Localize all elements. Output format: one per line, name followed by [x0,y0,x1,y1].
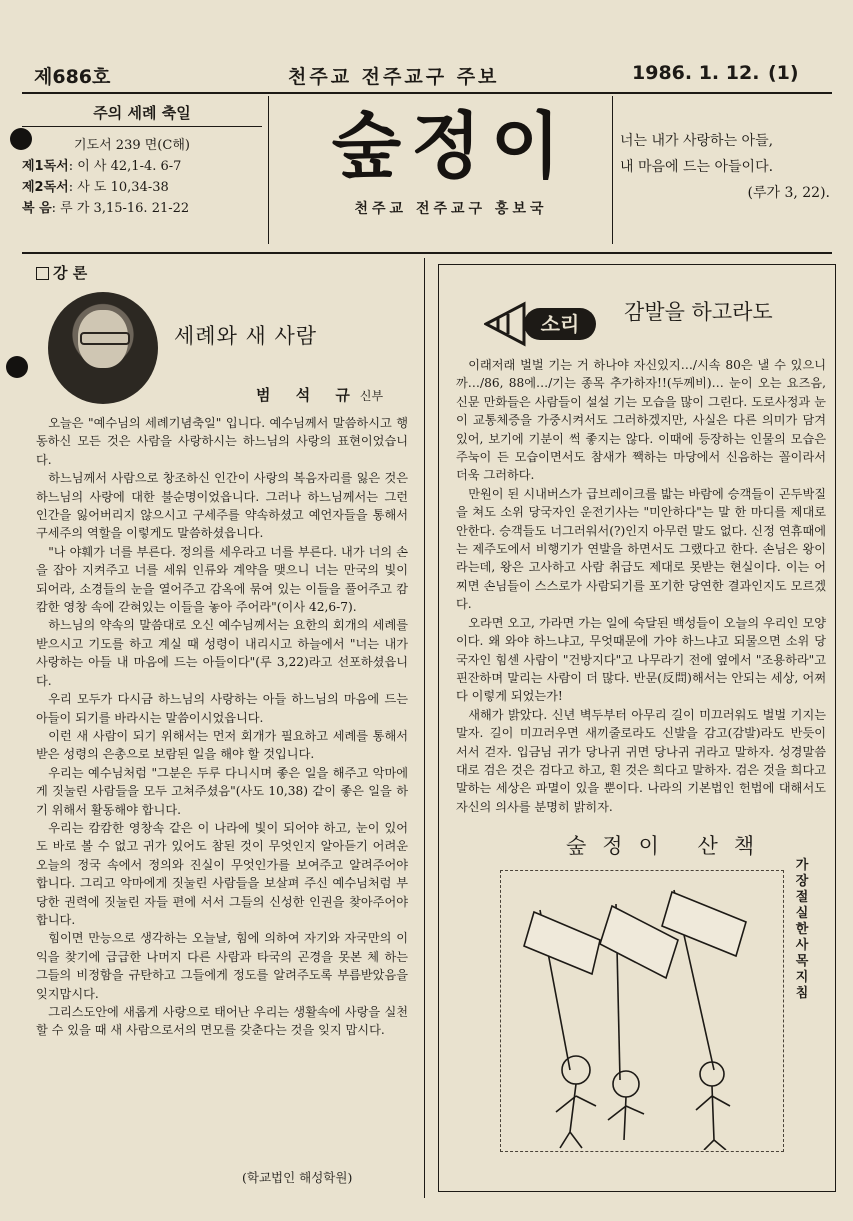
cartoon-title: 숲정이 산책 [566,834,771,858]
publisher-line: 천주교 전주교구 주보 [288,66,500,88]
first-reading-row: 제1독서: 이 사 42,1-4. 6-7 [22,159,182,174]
feast-readings [22,96,262,219]
lecture-author: 범 석 규신부 [256,386,384,404]
lecture-body [36,414,408,1040]
lecture-paragraph: 우리는 예수님처럼 "그분은 두루 다니시며 좋은 일을 해주고 악마에게 짓눌린 사람들을 모두 고쳐주셨음"(사도 10,38) 같이 좋은 일을 하기 위해서 활동해야 합니다. [36,765,408,817]
sori-paragraph: 만원이 된 시내버스가 급브레이크를 밟는 바람에 승객들이 곤두박질을 쳐도 소위 당국자인 운전기사는 "미안하다"는 말 한 마디를 제대로 안한다. 승객들도 너그러워서(?)인지 아무런 말도 없다. 신정 연휴때에는 제주도에서 비행기가 연발을 하면서도 그랬다고 한다. 손님은 왕이라는데, 왕은 고사하고 사람 취급도 제대로 못받는 현실이다. 이는 어찌면 손님들이 스스로가 사람되기를 포기한 당연한 결과인지도 모르겠다. [456,486,826,612]
column-divider [424,258,425,1198]
sori-body [456,356,826,816]
megaphone-icon [484,296,600,352]
weekly-verse [620,128,830,206]
lecture-paragraph: 이런 새 사람이 되기 위해서는 먼저 회개가 필요하고 세례를 통해서 받은 성령의 은총으로 보람된 일을 해야 할 것입니다. [36,728,408,762]
verse-divider [612,96,613,244]
masthead-rule [22,92,832,94]
punch-hole [6,356,28,378]
lecture-section-label: 강 론 [36,262,87,283]
sori-title: 감발을 하고라도 [624,300,773,324]
masthead [30,58,830,90]
lecture-paragraph: 그리스도안에 새롭게 사랑으로 태어난 우리는 생활속에 사랑을 실천할 수 있을 때 새 사람으로서의 면모를 갖춘다는 것을 잊지 맙시다. [36,1005,408,1038]
header-rule [22,252,832,254]
cartoon-drawing [500,870,782,1150]
lecture-closing: (학교법인 해성학원) [242,1170,353,1185]
feast-divider [268,96,269,244]
glasses-icon [80,332,130,345]
issue-date: 1986. 1. 12. [632,62,760,84]
feast-rule [22,126,262,127]
logo-subtitle: 천주교 전주교구 홍보국 [354,201,548,217]
cartoon-caption: 가장 절실한 사목지침 [795,858,809,1001]
logo-block [296,100,606,218]
cartoon-panel [500,870,822,1176]
issue-number: 제686호 [34,66,111,88]
newsletter-logo: 숲정이 [331,103,571,188]
lecture-paragraph: 오늘은 "예수님의 세례기념축일" 입니다. 예수님께서 말씀하시고 행동하신 모든 것은 사람을 사랑하시는 하느님의 사랑의 표현이었습니다. [36,416,408,467]
sori-paragraph: 이래저래 벌벌 기는 거 하나야 자신있지…/시속 80은 낼 수 있으니까…/86, 88에…/기는 종목 추가하자!!(두께비)… 눈이 오는 요즈음, 신문 만화들은 사람들이 설설 기는 모습을 많이 그린다. 도로사정과 눈이 교통체증을 가중시켜서도 그러하겠지만, 사실은 다른 의미가 담겨 있어, 보기에 기분이 썩 좋지는 않다. 이때에 등장하는 인물의 모습은 주눅이 든 모습이면서도 참새가 짹하는 마당에서 신음하는 꼴이라서 더욱 그러하다. [456,358,826,483]
lecture-paragraph: 우리 모두가 다시금 하느님의 사랑하는 아들 하느님의 마음에 드는 아들이 되기를 바라시는 말씀이시었읍니다. [36,692,408,725]
sori-paragraph: 새해가 밝았다. 신년 벽두부터 아무리 길이 미끄러워도 벌벌 기지는 말자. 길이 미끄러우면 새끼줄로라도 신발을 감고(감발)라도 반듯이 서서 걷자. 입금님 귀가 당나귀 귀면 당나귀 귀라고 말하자. 성경말씀대로 검은 것은 검다고 하고, 흰 것은 희다고 말하자. 검은 것을 희다고 말하는 세상은 파멸이 있을 뿐이다. 나라의 기본법인 헌법에 대해서도 자신의 의사를 분명히 밝히자. [456,707,826,814]
feast-title: 주의 세례 축일 [93,104,191,122]
gospel-row: 복 음: 루 가 3,15-16. 21-22 [22,201,190,216]
lecture-paragraph: 힘이면 만능으로 생각하는 오늘날, 힘에 의하여 자기와 자국만의 이익을 찾기에 급급한 나머지 다른 사람과 타국의 곤경을 못본 체 하는 그들의 비정함을 규탄하고 그들에게 정도를 알려주도록 부름받았음을 잊지맙시다. [36,931,408,1001]
lecture-paragraph: "나 야훼가 너를 부른다. 정의를 세우라고 너를 부른다. 내가 너의 손을 잡아 지켜주고 너를 세워 인류와 계약을 맺으니 너는 만국의 빛이 되어라, 소경들의 눈을 열어주고 감옥에 묶여 있는 이들을 풀어주고 캄캄한 영창 속에 갇혀있는 이들을 놓아 주어라"(이사 42,6-7). [36,544,408,615]
sori-badge: 소리 [540,312,580,336]
prayer-book-row: 기도서 239 면(C해) [74,138,190,153]
sori-paragraph: 오라면 오고, 가라면 가는 일에 숙달된 백성들이 오늘의 우리인 모양이다. 왜 와야 하느냐고, 무엇때문에 가야 하느냐고 되물으면 소위 당국자인 힘센 사람이 "건방지다"고 나무라기 전에 옆에서 "조용하라"고 핀잔하며 말리는 사람이 더 많다. 반문(反問)해서는 안되는 세상, 어쩌다 이렇게 되었는가! [456,615,826,704]
lecture-title: 세례와 새 사람 [174,324,318,348]
lecture-paragraph: 하느님의 약속의 말씀대로 오신 예수님께서는 요한의 회개의 세례를 받으시고 기도를 하고 계실 때 성령이 내리시고 하늘에서 "너는 내가 사랑하는 아들 내 마음에 드는 아들이다"(루 3,22)라고 선포하셨읍니다. [36,618,408,688]
author-role: 신부 [359,389,384,403]
verse-line: 내 마음에 드는 아들이다. [620,159,774,175]
second-reading-row: 제2독서: 사 도 10,34-38 [22,180,169,195]
lecture-paragraph: 하느님께서 사람으로 창조하신 인간이 사랑의 복음자리를 잃은 것은 하느님의 사랑에 대한 불순명이었읍니다. 그러나 하느님께서는 그런 인간을 잃어버리지 않으시고 구세주를 약속하셨고 예언자들을 통해서 구세주의 역할을 이렇게도 말씀하셨읍니다. [36,471,408,541]
lecture-paragraph: 우리는 캄캄한 영창속 같은 이 나라에 빛이 되어야 하고, 눈이 있어도 바로 볼 수 없고 귀가 있어도 참된 것이 무엇인지 알아듣기 어려운 오늘의 정국 속에서 정의와 진실이 무엇인가를 보여주고 알려주어야 합니다. 그리고 악마에게 짓눌린 사람들을 보살펴 주신 예수님처럼 부당한 권력에 짓눌린 자들 편에 서서 그들의 신성한 인권을 찾아주어야 합니다. [36,820,408,927]
verse-line: 너는 내가 사랑하는 아들, [620,133,774,149]
author-photo [48,292,158,404]
verse-reference: (루가 3, 22). [747,185,830,201]
page-number: (1) [768,62,799,84]
checkbox-square-icon [36,267,49,280]
